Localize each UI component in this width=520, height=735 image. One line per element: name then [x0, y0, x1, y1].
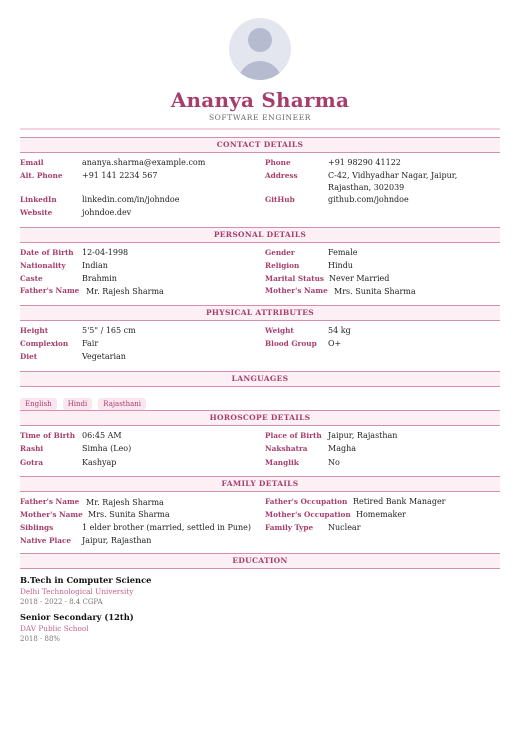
weight-label: Weight [265, 326, 294, 335]
education-degree: B.Tech in Computer Science [20, 575, 152, 585]
rashi-label: Rashi [20, 444, 44, 453]
alt-phone-label: Alt. Phone [20, 171, 63, 180]
nationality-label: Nationality [20, 261, 66, 270]
profile-title: SOFTWARE ENGINEER [208, 113, 312, 122]
diet-value: Vegetarian [82, 352, 126, 361]
linkedin-label: LinkedIn [20, 195, 57, 204]
native-place-value: Jaipur, Rajasthan [82, 536, 152, 545]
caste-label: Caste [20, 274, 43, 283]
github-value: github.com/johndoe [328, 195, 409, 204]
caste-value: Brahmin [82, 274, 117, 283]
education-degree: Senior Secondary (12th) [20, 612, 134, 622]
education-meta: 2018 · 88% [20, 635, 61, 643]
family-mother-label: Mother's Name [20, 510, 83, 519]
linkedin-value: linkedin.com/in/johndoe [82, 195, 180, 204]
gotra-label: Gotra [20, 458, 44, 467]
language-tag: Rajasthani [98, 398, 146, 410]
siblings-value: 1 elder brother (married, settled in Pune) [82, 523, 252, 532]
blood-group-value: O+ [328, 339, 342, 348]
complexion-label: Complexion [20, 339, 69, 348]
section-family-heading: FAMILY DETAILS [20, 476, 500, 492]
gender-value: Female [328, 248, 358, 257]
family-father-value: Mr. Rajesh Sharma [86, 498, 164, 507]
section-contact-heading: CONTACT DETAILS [20, 137, 500, 153]
father-name-value: Mr. Rajesh Sharma [86, 287, 164, 296]
gender-label: Gender [265, 248, 295, 257]
section-languages-heading: LANGUAGES [20, 371, 500, 387]
complexion-value: Fair [82, 339, 99, 348]
manglik-label: Manglik [265, 458, 299, 467]
education-school: Delhi Technological University [20, 587, 134, 596]
website-value: johndoe.dev [82, 208, 132, 217]
religion-value: Hindu [328, 261, 353, 270]
section-education-heading: EDUCATION [20, 553, 500, 569]
diet-label: Diet [20, 352, 38, 361]
mother-occupation-value: Homemaker [356, 510, 406, 519]
nationality-value: Indian [82, 261, 108, 270]
weight-value: 54 kg [328, 326, 351, 335]
phone-value: +91 98290 41122 [328, 158, 401, 167]
github-label: GitHub [265, 195, 295, 204]
education-meta: 2018 - 2022 · 8.4 CGPA [20, 598, 103, 606]
family-type-label: Family Type [265, 523, 314, 532]
nakshatra-label: Nakshatra [265, 444, 308, 453]
father-name-label: Father's Name [20, 286, 80, 295]
language-tags [20, 391, 152, 410]
marital-status-value: Never Married [329, 274, 390, 283]
section-physical-heading: PHYSICAL ATTRIBUTES [20, 305, 500, 321]
gotra-value: Kashyap [82, 458, 117, 467]
avatar-head [248, 28, 272, 52]
height-value: 5'5" / 165 cm [82, 326, 136, 335]
native-place-label: Native Place [20, 536, 72, 545]
family-mother-value: Mrs. Sunita Sharma [88, 510, 170, 519]
address-label: Address [265, 171, 298, 180]
email-value: ananya.sharma@example.com [82, 158, 206, 167]
family-father-label: Father's Name [20, 497, 80, 506]
phone-label: Phone [265, 158, 291, 167]
religion-label: Religion [265, 261, 300, 270]
rashi-value: Simha (Leo) [82, 444, 132, 453]
avatar [229, 18, 291, 80]
place-of-birth-value: Jaipur, Rajasthan [328, 431, 398, 440]
siblings-label: Siblings [20, 523, 54, 532]
education-school: DAV Public School [20, 624, 89, 633]
father-occupation-label: Father's Occupation [265, 497, 348, 506]
mother-name-label: Mother's Name [265, 286, 328, 295]
language-tag: English [20, 398, 57, 410]
avatar-body [238, 61, 282, 80]
blood-group-label: Blood Group [265, 339, 317, 348]
place-of-birth-label: Place of Birth [265, 431, 322, 440]
address-value: C-42, Vidhyadhar Nagar, Jaipur, Rajasthan, 302039 [328, 171, 458, 192]
website-label: Website [20, 208, 53, 217]
height-label: Height [20, 326, 49, 335]
nakshatra-value: Magha [328, 444, 357, 453]
family-type-value: Nuclear [328, 523, 361, 532]
section-personal-heading: PERSONAL DETAILS [20, 227, 500, 243]
marital-status-label: Marital Status [265, 274, 324, 283]
mother-occupation-label: Mother's Occupation [265, 510, 351, 519]
father-occupation-value: Retired Bank Manager [353, 497, 446, 506]
section-horoscope-heading: HOROSCOPE DETAILS [20, 410, 500, 426]
profile-name: Ananya Sharma [170, 88, 350, 112]
email-label: Email [20, 158, 44, 167]
time-of-birth-value: 06:45 AM [82, 431, 122, 440]
mother-name-value: Mrs. Sunita Sharma [334, 287, 416, 296]
dob-value: 12-04-1998 [82, 248, 129, 257]
alt-phone-value: +91 141 2234 567 [82, 171, 158, 180]
dob-label: Date of Birth [20, 248, 74, 257]
manglik-value: No [328, 458, 340, 467]
header-divider [20, 128, 500, 130]
time-of-birth-label: Time of Birth [20, 431, 76, 440]
language-tag: Hindi [63, 398, 93, 410]
